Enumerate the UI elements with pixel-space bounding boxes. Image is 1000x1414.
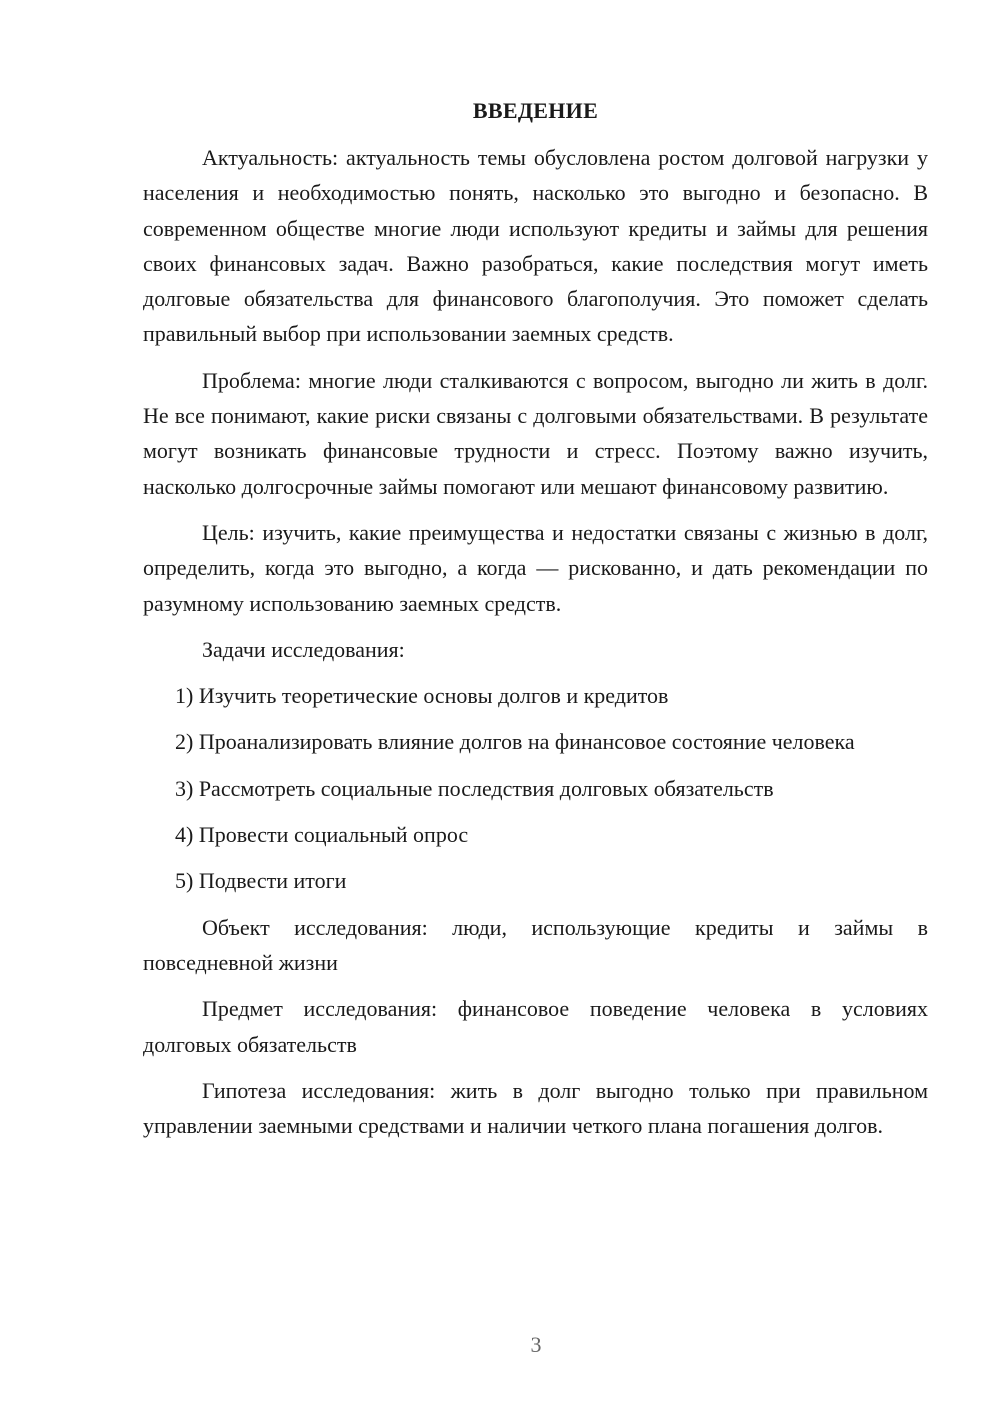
goal-paragraph: Цель: изучить, какие преимущества и недостатки связаны с жизнью в долг, определить, когда это выгодно, а когда — рискованно, и дать рекомендации по разумному использованию заемных средств. xyxy=(143,519,928,616)
relevance-paragraph: Актуальность: актуальность темы обусловлена ростом долговой нагрузки у населения и необходимостью понять, насколько это выгодно и безопасно. В современном обществе многие люди используют кредиты и займы для решения своих финансовых задач. Важно разобраться, какие последствия могут иметь долговые обязательства для финансового благополучия. Это поможет сделать правильный выбор при использовании заемных средств. xyxy=(143,145,928,347)
task-item-4: 4) Провести социальный опрос xyxy=(175,822,469,848)
page-number: 3 xyxy=(530,1332,542,1357)
object-paragraph: Объект исследования: люди, использующие кредиты и займы в повседневной жизни xyxy=(143,914,928,975)
task-item-1: 1) Изучить теоретические основы долгов и кредитов xyxy=(175,683,669,709)
tasks-heading: Задачи исследования: xyxy=(202,636,405,662)
task-item-2: 2) Проанализировать влияние долгов на финансовое состояние человека xyxy=(175,729,855,755)
document-page xyxy=(143,96,928,1143)
task-item-5: 5) Подвести итоги xyxy=(175,868,347,894)
subject-paragraph: Предмет исследования: финансовое поведение человека в условиях долговых обязательств xyxy=(143,996,928,1057)
problem-paragraph: Проблема: многие люди сталкиваются с вопросом, выгодно ли жить в долг. Не все понимают, какие риски связаны с долговыми обязательствами. В результате могут возникать финансовые трудности и стресс. Поэтому важно изучить, насколько долгосрочные займы помогают или мешают финансовому развитию. xyxy=(143,367,928,499)
task-item-3: 3) Рассмотреть социальные последствия долговых обязательств xyxy=(175,775,774,801)
hypothesis-paragraph: Гипотеза исследования: жить в долг выгодно только при правильном управлении заемными средствами и наличии четкого плана погашения долгов. xyxy=(143,1077,928,1139)
page-title: ВВЕДЕНИЕ xyxy=(472,98,599,123)
